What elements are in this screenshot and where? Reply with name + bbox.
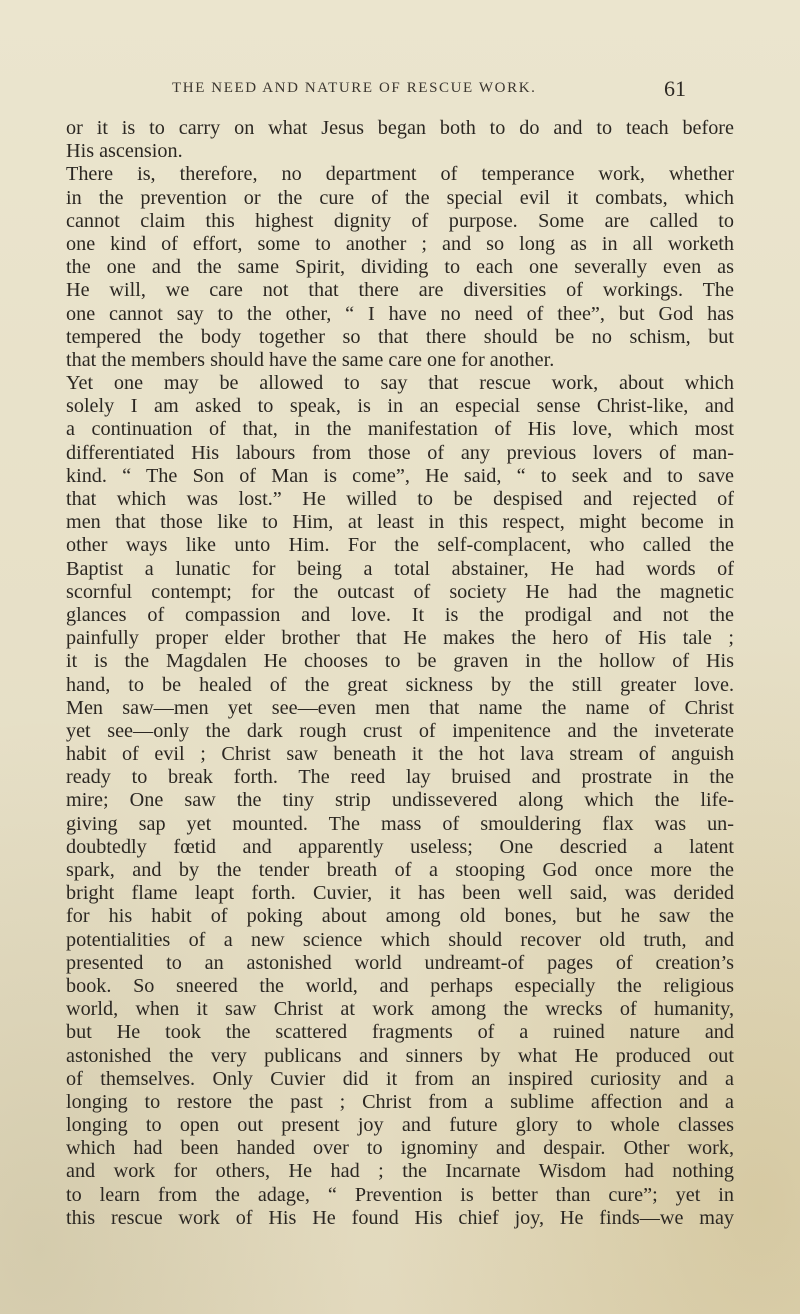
text-line: longing to restore the past ; Christ from a sublime affection and a bbox=[66, 1090, 734, 1113]
text-line: that which was lost.” He willed to be despised and rejected of bbox=[66, 488, 734, 510]
page-header bbox=[0, 78, 800, 108]
text-line: solely I am asked to speak, is in an especial sense Christ-like, and bbox=[66, 395, 734, 418]
text-line: painfully proper elder brother that He makes the hero of His tale ; bbox=[66, 627, 734, 650]
text-line: it is the Magdalen He chooses to be graven in the hollow of His bbox=[66, 650, 734, 673]
text-line: Men saw—men yet see—even men that name the name of Christ bbox=[66, 696, 734, 719]
running-title: THE NEED AND NATURE OF RESCUE WORK. bbox=[172, 80, 537, 96]
text-line: to learn from the adage, “ Prevention is better than cure”; yet in bbox=[66, 1183, 734, 1206]
text-line: or it is to carry on what Jesus began both to do and to teach before bbox=[66, 117, 734, 139]
text-line: yet see—only the dark rough crust of impenitence and the inveterate bbox=[66, 719, 734, 742]
text-line: a continuation of that, in the manifestation of His love, which most bbox=[66, 418, 734, 441]
text-line: astonished the very publicans and sinners by what He produced out bbox=[66, 1044, 734, 1067]
text-line: other ways like unto Him. For the self-complacent, who called the bbox=[66, 534, 734, 557]
text-line: longing to open out present joy and future glory to whole classes bbox=[66, 1114, 734, 1137]
text-line: kind. “ The Son of Man is come”, He said, “ to seek and to save bbox=[66, 464, 734, 487]
text-line: glances of compassion and love. It is the prodigal and not the bbox=[66, 603, 734, 626]
text-line: differentiated His labours from those of any previous lovers of man- bbox=[66, 441, 734, 464]
text-line: doubtedly fœtid and apparently useless; One descried a latent bbox=[66, 835, 734, 858]
text-line: tempered the body together so that there should be no schism, but bbox=[66, 325, 734, 348]
text-line: Baptist a lunatic for being a total abstainer, He had words of bbox=[66, 557, 734, 580]
text-line: in the prevention or the cure of the special evil it combats, which bbox=[66, 186, 734, 209]
text-line: book. So sneered the world, and perhaps especially the religious bbox=[66, 974, 734, 997]
text-line: scornful contempt; for the outcast of society He had the magnetic bbox=[66, 580, 734, 603]
text-line: for his habit of poking about among old bones, but he saw the bbox=[66, 905, 734, 928]
text-line: spark, and by the tender breath of a stooping God once more the bbox=[66, 859, 734, 881]
text-line: giving sap yet mounted. The mass of smouldering flax was un- bbox=[66, 812, 734, 835]
text-line: presented to an astonished world undreamt-of pages of creation’s bbox=[66, 951, 734, 974]
body-text bbox=[66, 117, 734, 1230]
text-line: one cannot say to the other, “ I have no need of thee”, but God has bbox=[66, 302, 734, 325]
text-line: but He took the scattered fragments of a ruined nature and bbox=[66, 1021, 734, 1044]
text-line: Yet one may be allowed to say that rescue work, about which bbox=[66, 372, 734, 395]
text-line: which had been handed over to ignominy and despair. Other work, bbox=[66, 1137, 734, 1160]
text-line: of themselves. Only Cuvier did it from an inspired curiosity and a bbox=[66, 1067, 734, 1090]
text-line: He will, we care not that there are diversities of workings. The bbox=[66, 279, 734, 302]
text-line: world, when it saw Christ at work among the wrecks of humanity, bbox=[66, 998, 734, 1021]
text-line: His ascension. bbox=[66, 140, 183, 163]
text-line: this rescue work of His He found His chief joy, He finds—we may bbox=[66, 1206, 734, 1229]
text-line: potentialities of a new science which should recover old truth, and bbox=[66, 928, 734, 951]
text-line: one kind of effort, some to another ; and so long as in all worketh bbox=[66, 232, 734, 255]
text-line: There is, therefore, no department of temperance work, whether bbox=[66, 163, 734, 186]
text-line: mire; One saw the tiny strip undissevered along which the life- bbox=[66, 789, 734, 812]
text-line: habit of evil ; Christ saw beneath it the hot lava stream of anguish bbox=[66, 743, 734, 766]
text-line: hand, to be healed of the great sickness by the still greater love. bbox=[66, 673, 734, 696]
text-line: ready to break forth. The reed lay bruised and prostrate in the bbox=[66, 766, 734, 789]
text-line: cannot claim this highest dignity of purpose. Some are called to bbox=[66, 209, 734, 232]
text-line: the one and the same Spirit, dividing to each one severally even as bbox=[66, 256, 734, 279]
page-number: 61 bbox=[664, 76, 686, 101]
text-line: and work for others, He had ; the Incarnate Wisdom had nothing bbox=[66, 1160, 734, 1183]
text-line: men that those like to Him, at least in this respect, might become in bbox=[66, 511, 734, 534]
text-line: that the members should have the same care one for another. bbox=[66, 348, 555, 371]
text-line: bright flame leapt forth. Cuvier, it has been well said, was derided bbox=[66, 882, 734, 905]
